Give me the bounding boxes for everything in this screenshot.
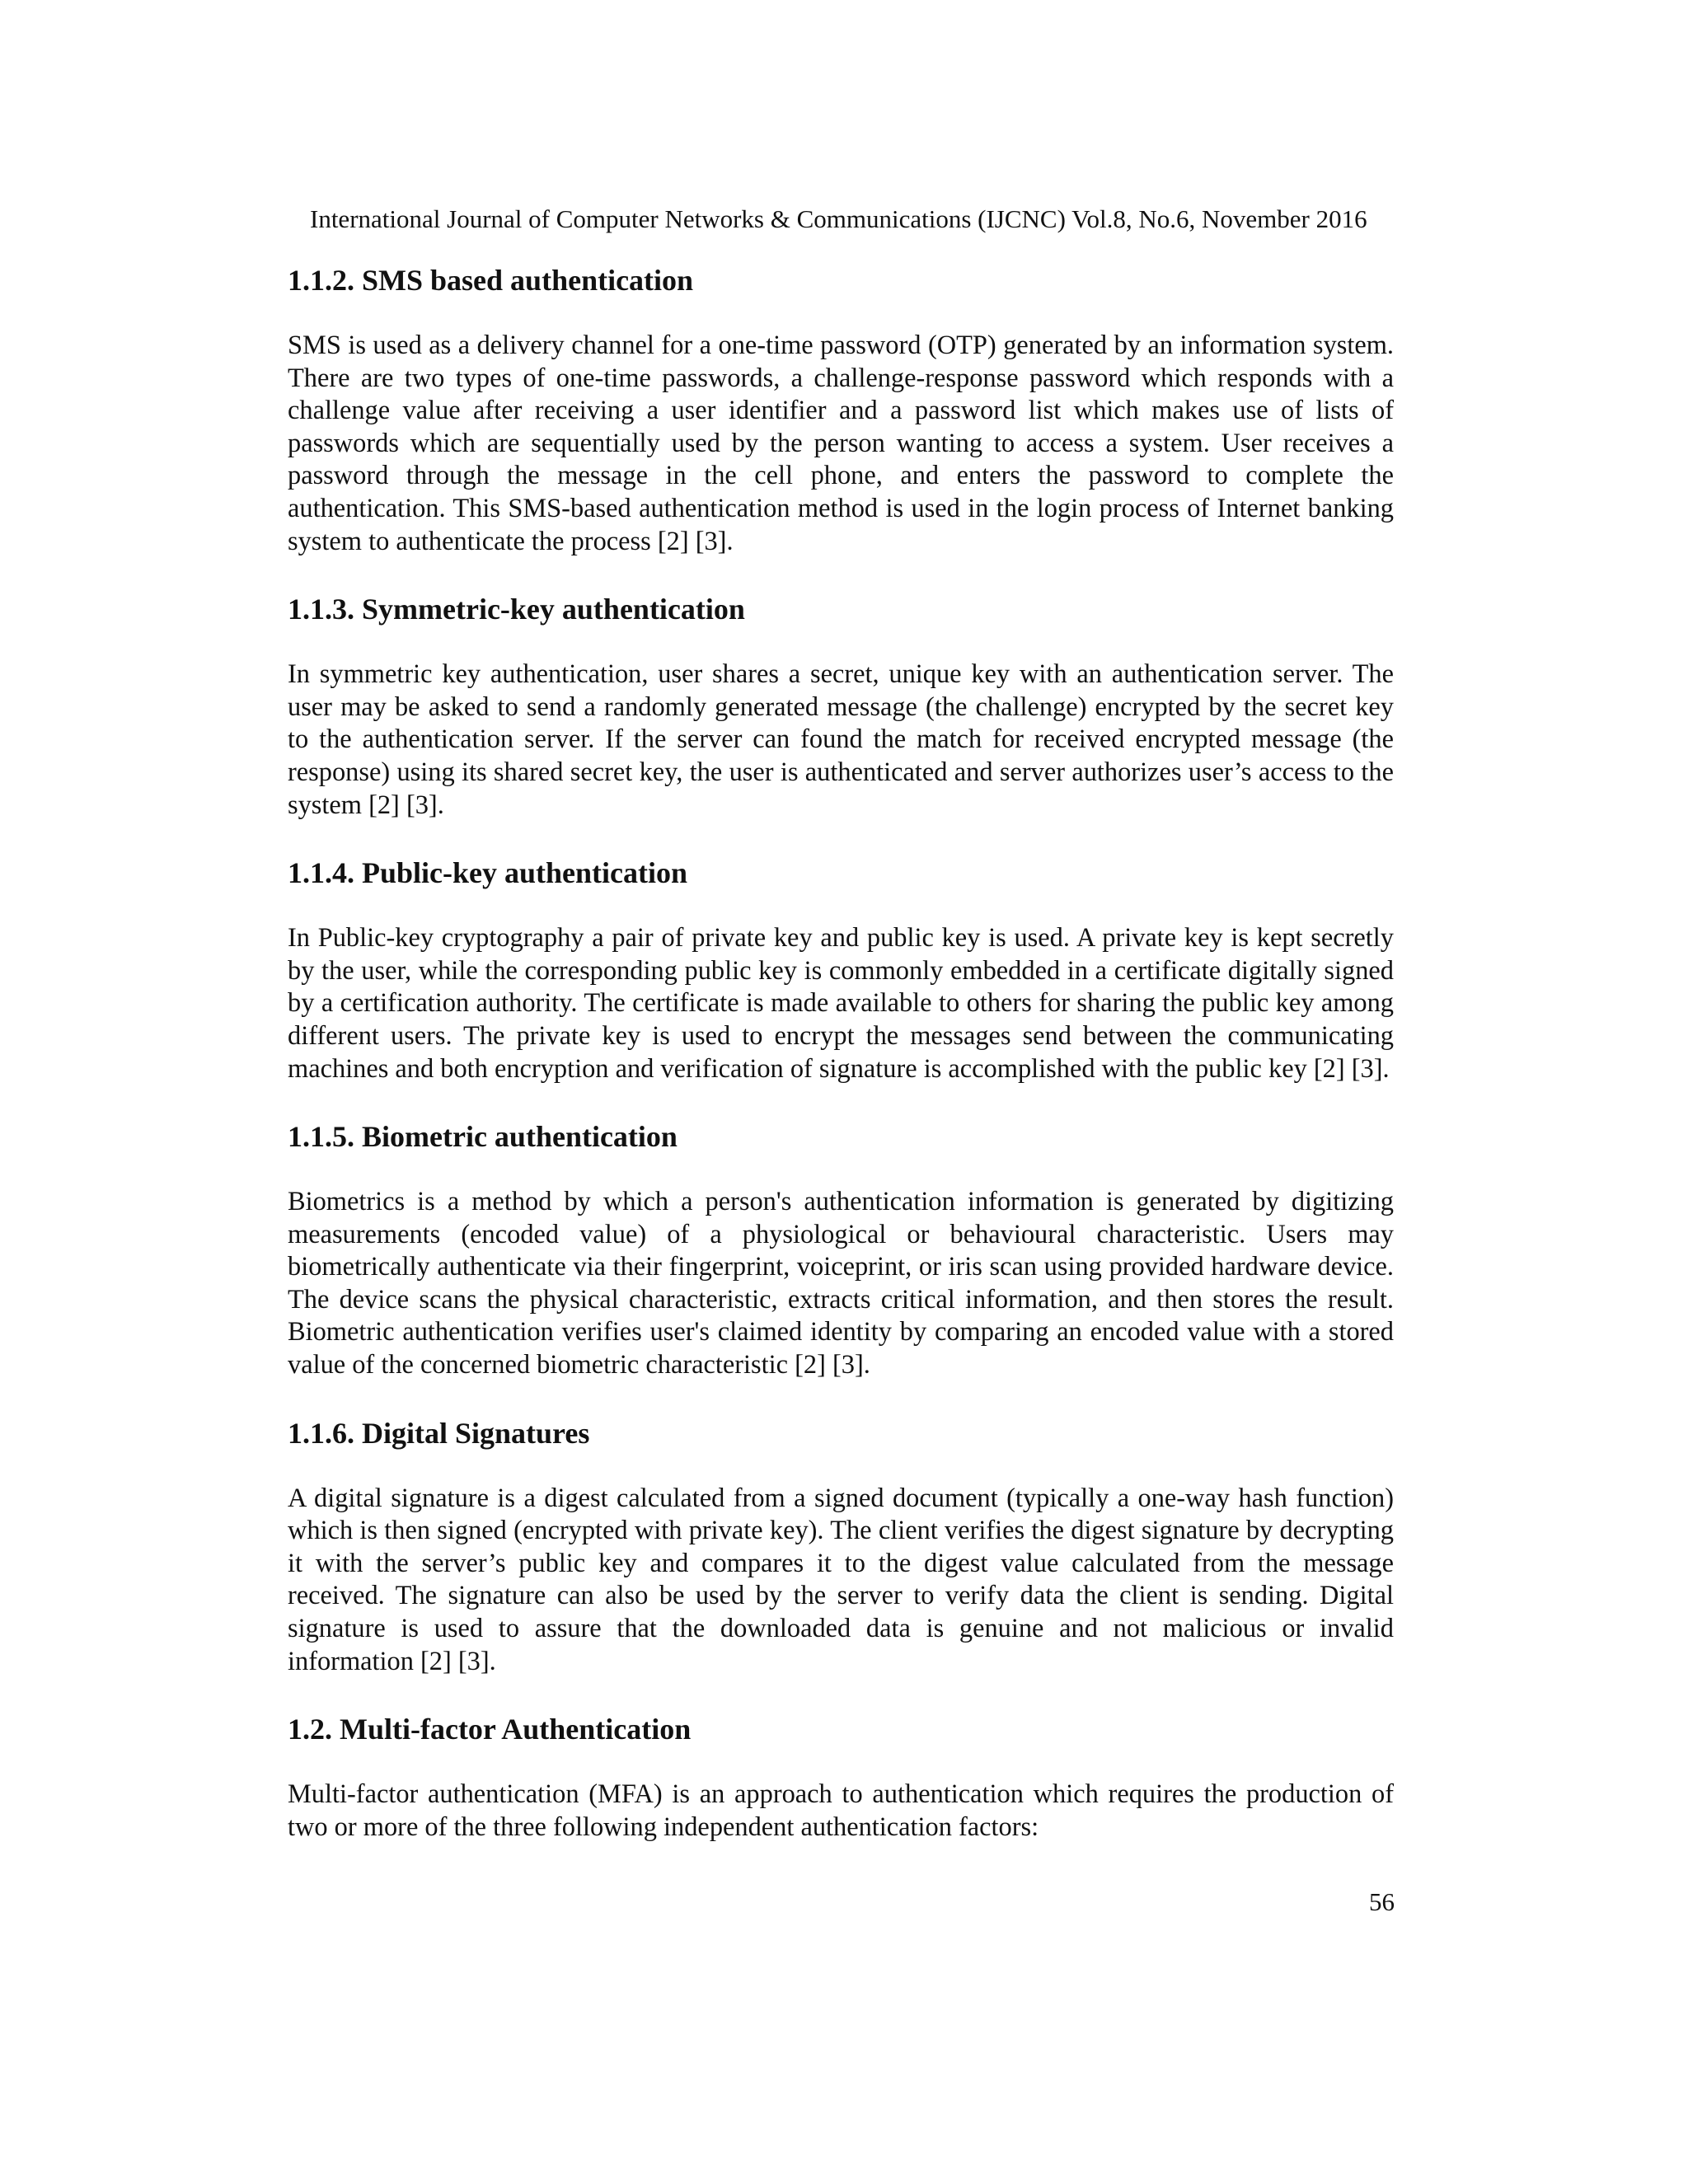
section-heading: 1.1.5. Biometric authentication (288, 1120, 678, 1154)
section-sms-authentication (288, 262, 1394, 558)
section-heading: 1.1.3. Symmetric-key authentication (288, 593, 745, 626)
section-multi-factor-authentication (288, 1711, 1394, 1844)
section-symmetric-key-authentication (288, 591, 1394, 822)
section-paragraph: SMS is used as a delivery channel for a one-time password (OTP) generated by an information system. There are two types of one-time passwords, a challenge-response password which responds with a challenge value after receiving a user identifier and a password list which makes use of lists of passwords which are sequentially used by the person wanting to access a system. User receives a password through the message in the cell phone, and enters the password to complete the authentication. This SMS-based authentication method is used in the login process of Internet banking system to authenticate the process [2] [3]. (288, 330, 1394, 556)
section-paragraph: In Public-key cryptography a pair of private key and public key is used. A private key is kept secretly by the user, while the corresponding public key is commonly embedded in a certificate digitally signed by a certification authority. The certificate is made available to others for sharing the public key among different users. The private key is used to encrypt the messages send between the communicating machines and both encryption and verification of signature is accomplished with the public key [2] [3]. (288, 923, 1394, 1084)
page-number: 56 (1369, 1887, 1395, 1916)
section-paragraph: In symmetric key authentication, user shares a secret, unique key with an authentication server. The user may be asked to send a randomly generated message (the challenge) encrypted by the secret key to the authentication server. If the server can found the match for received encrypted message (the response) using its shared secret key, the user is authenticated and server authorizes user’s access to the system [2] [3]. (288, 659, 1394, 820)
running-header: International Journal of Computer Networks & Communications (IJCNC) Vol.8, No.6, November 2016 (310, 204, 1367, 233)
section-biometric-authentication (288, 1118, 1394, 1382)
section-paragraph: Biometrics is a method by which a person's authentication information is generated by digitizing measurements (encoded value) of a physiological or behavioural characteristic. Users may biometrically authenticate via their fingerprint, voiceprint, or iris scan using provided hardware device. The device scans the physical characteristic, extracts critical information, and then stores the result. Biometric authentication verifies user's claimed identity by comparing an encoded value with a stored value of the concerned biometric characteristic [2] [3]. (288, 1187, 1394, 1380)
section-heading: 1.1.4. Public-key authentication (288, 856, 688, 890)
section-public-key-authentication (288, 855, 1394, 1085)
article-body (288, 262, 1394, 1877)
section-paragraph: Multi-factor authentication (MFA) is an approach to authentication which requires the production of two or more of the three following independent authentication factors: (288, 1779, 1394, 1842)
section-digital-signatures (288, 1415, 1394, 1679)
section-heading: 1.1.2. SMS based authentication (288, 264, 694, 297)
section-heading: 1.2. Multi-factor Authentication (288, 1713, 692, 1746)
section-heading: 1.1.6. Digital Signatures (288, 1416, 590, 1450)
section-paragraph: A digital signature is a digest calculated from a signed document (typically a one-way hash function) which is then signed (encrypted with private key). The client verifies the digest signature by decrypting it with the server’s public key and compares it to the digest value calculated from the message received. The signature can also be used by the server to verify data the client is sending. Digital signature is used to assure that the downloaded data is genuine and not malicious or invalid information [2] [3]. (288, 1483, 1394, 1676)
